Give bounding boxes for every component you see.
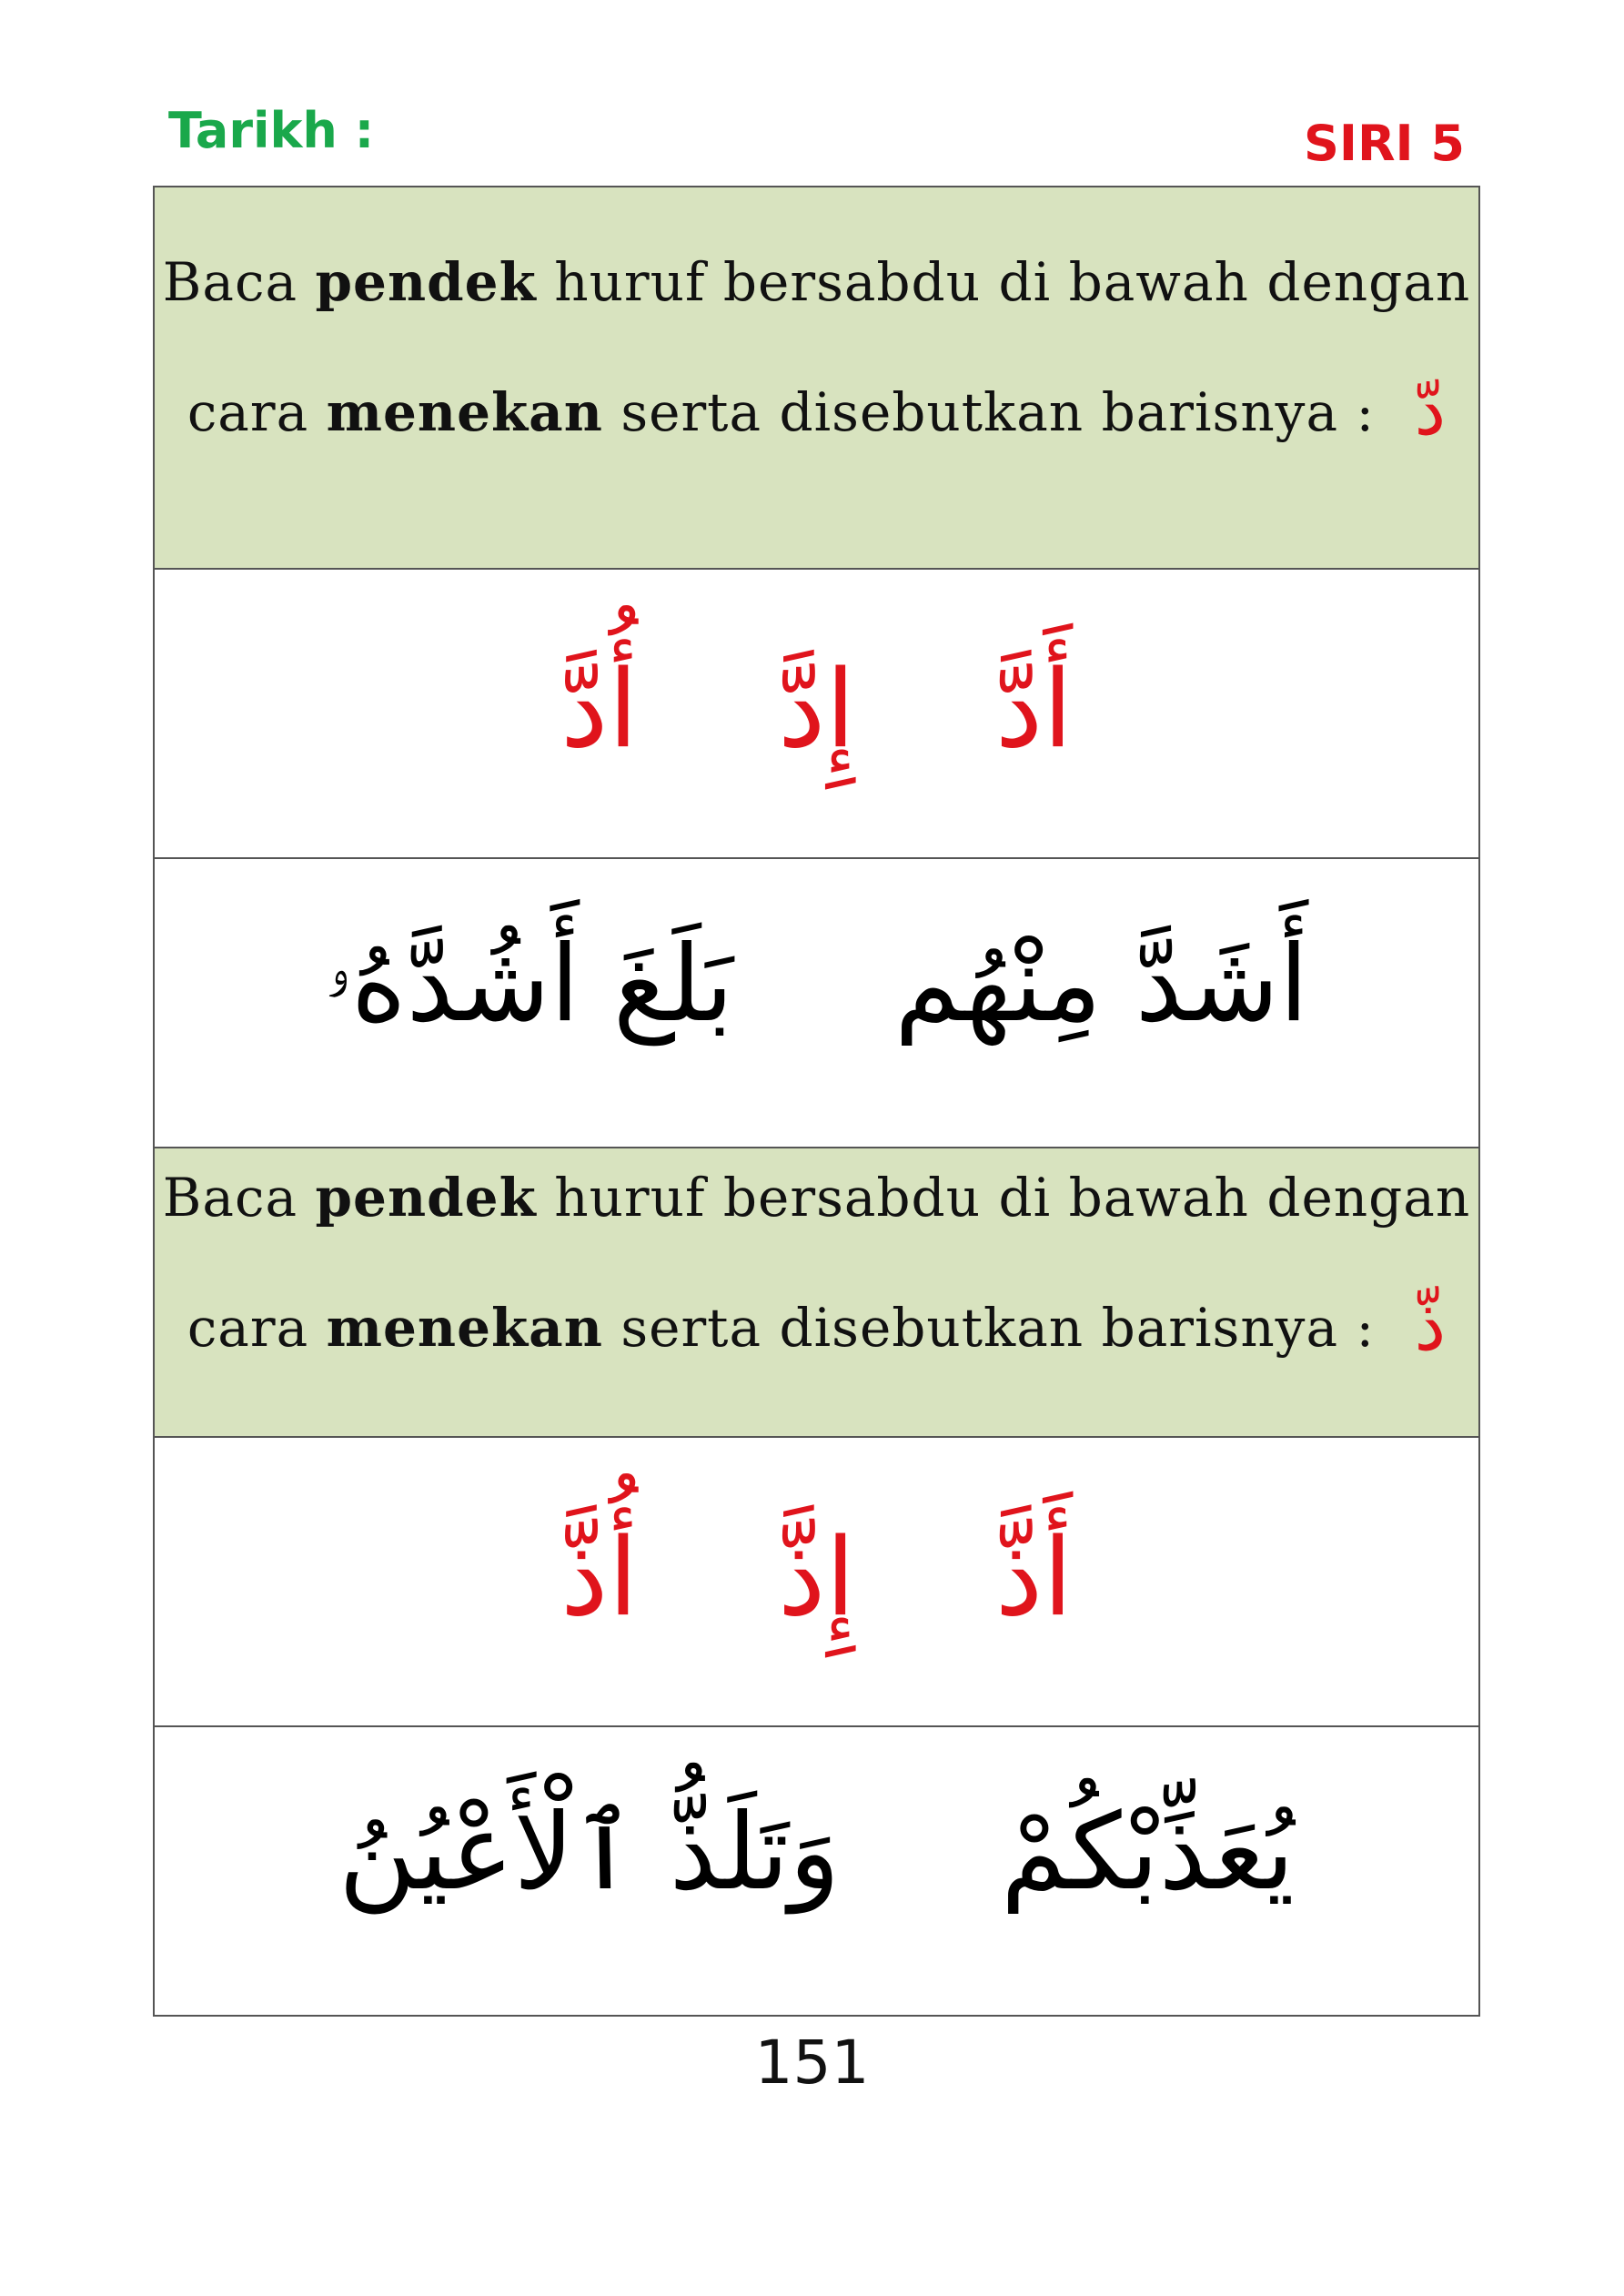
lesson-table <box>153 186 1480 2017</box>
emphasis-pendek: pendek <box>315 251 537 313</box>
letters-row-2 <box>155 1436 1478 1725</box>
series-label: SIRI 5 <box>1303 115 1465 172</box>
page-number: 151 <box>754 2028 870 2098</box>
instruction-line-1: Baca pendek huruf bersabdu di bawah dengan <box>162 1167 1471 1229</box>
instruction-line-1: Baca pendek huruf bersabdu di bawah dengan <box>162 251 1471 313</box>
arabic-phrase: وَتَلَذُّ ٱلْأَعْيُنُ <box>338 1791 841 1914</box>
instruction-line-2: cara menekan serta disebutkan barisnya : ذّ <box>187 1285 1447 1367</box>
words-row-1 <box>155 857 1478 1147</box>
arabic-syllable: إِذَّ <box>777 1514 856 1640</box>
arabic-phrase: أَشَدَّ مِنْهُم <box>894 923 1309 1046</box>
arabic-syllable: أُذَّ <box>560 1514 639 1640</box>
instruction-line-2: cara menekan serta disebutkan barisnya : دّ <box>187 369 1447 451</box>
arabic-syllable: أَذَّ <box>994 1514 1074 1640</box>
arabic-phrase: بَلَغَ أَشُدَّهُۥ <box>324 923 734 1046</box>
instruction-box-1 <box>155 187 1478 568</box>
letters-row-1 <box>155 568 1478 857</box>
date-label: Tarikh : <box>168 102 375 159</box>
arabic-syllable: إِدَّ <box>777 646 856 772</box>
target-letter: ذّ <box>1414 1285 1447 1367</box>
arabic-syllable: أُدَّ <box>560 646 639 772</box>
instruction-box-2 <box>155 1147 1478 1436</box>
target-letter: دّ <box>1414 369 1447 451</box>
words-row-2 <box>155 1725 1478 2015</box>
emphasis-menekan: menekan <box>326 381 603 443</box>
arabic-syllable: أَدَّ <box>994 646 1074 772</box>
emphasis-pendek: pendek <box>315 1167 537 1229</box>
emphasis-menekan: menekan <box>326 1297 603 1359</box>
arabic-phrase: يُعَذِّبْكُمْ <box>1001 1791 1295 1914</box>
